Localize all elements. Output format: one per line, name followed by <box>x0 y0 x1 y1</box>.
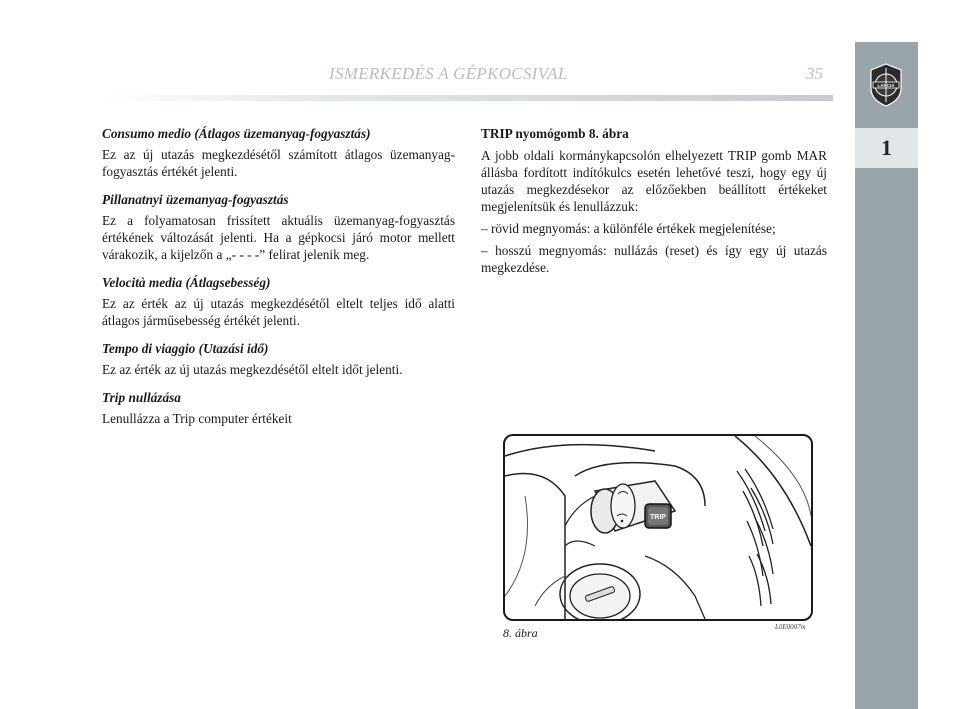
running-header-title: ISMERKEDÉS A GÉPKOCSIVAL <box>329 64 568 83</box>
section-body: Ez az új utazás megkezdésétől számított átlagos üzemanyag-fogyasztás értékét jelenti. <box>102 147 455 179</box>
section-heading: Velocità media (Átlagsebesség) <box>102 275 271 290</box>
section-trip-reset <box>102 389 455 427</box>
chapter-number: 1 <box>855 128 918 168</box>
section-travel-time <box>102 340 455 378</box>
section-heading: Tempo di viaggio (Utazási idő) <box>102 341 269 356</box>
section-body: Lenullázza a Trip computer értékeit <box>102 411 292 426</box>
section-body: Ez az érték az új utazás megkezdésétől eltelt időt jelenti. <box>102 362 403 377</box>
figure-caption: 8. ábra <box>503 626 538 640</box>
right-column <box>481 125 827 281</box>
lancia-logo-icon <box>867 62 905 108</box>
header-rule <box>100 95 833 101</box>
logo-text: LANCIA <box>877 83 895 88</box>
section-average-speed <box>102 274 455 329</box>
steering-stalk-illustration <box>505 436 811 619</box>
trip-button-label: TRIP <box>650 514 666 521</box>
figure-code: L0E0007m <box>775 623 806 631</box>
figure-trip-button <box>503 434 813 621</box>
section-heading: Consumo medio (Átlagos üzemanyag-fogyasztás) <box>102 126 371 141</box>
section-body: Ez a folyamatosan frissített aktuális üzemanyag-fogyasztás értékének változását jelenti. Ha a gépkocsi járó motor mellett várakozik, a kijelzőn a „- - - -” felirat jelenik meg. <box>102 213 455 262</box>
trip-paragraph: A jobb oldali kormánykapcsolón elhelyezett TRIP gomb MAR állásba fordított indítókulcs esetén lehetővé teszi, hogy egy új utazás megkezdésekor az előzőekben beállított értékeket megjelenítsük és lenullázzuk: <box>481 148 827 214</box>
trip-long-press: – hosszú megnyomás: nullázás (reset) és így egy új utazás megkezdése. <box>481 243 827 275</box>
left-column <box>102 125 455 438</box>
section-average-consumption <box>102 125 455 180</box>
section-body: Ez az érték az új utazás megkezdésétől eltelt teljes idő alatti átlagos járműsebesség értékét jelenti. <box>102 296 455 328</box>
section-heading: Trip nullázása <box>102 390 181 405</box>
page-number: 35 <box>806 64 823 83</box>
section-heading: Pillanatnyi üzemanyag-fogyasztás <box>102 192 289 207</box>
section-instant-consumption <box>102 191 455 263</box>
trip-short-press: – rövid megnyomás: a különféle értékek megjelenítése; <box>481 221 776 236</box>
trip-button-heading: TRIP nyomógomb 8. ábra <box>481 126 629 141</box>
